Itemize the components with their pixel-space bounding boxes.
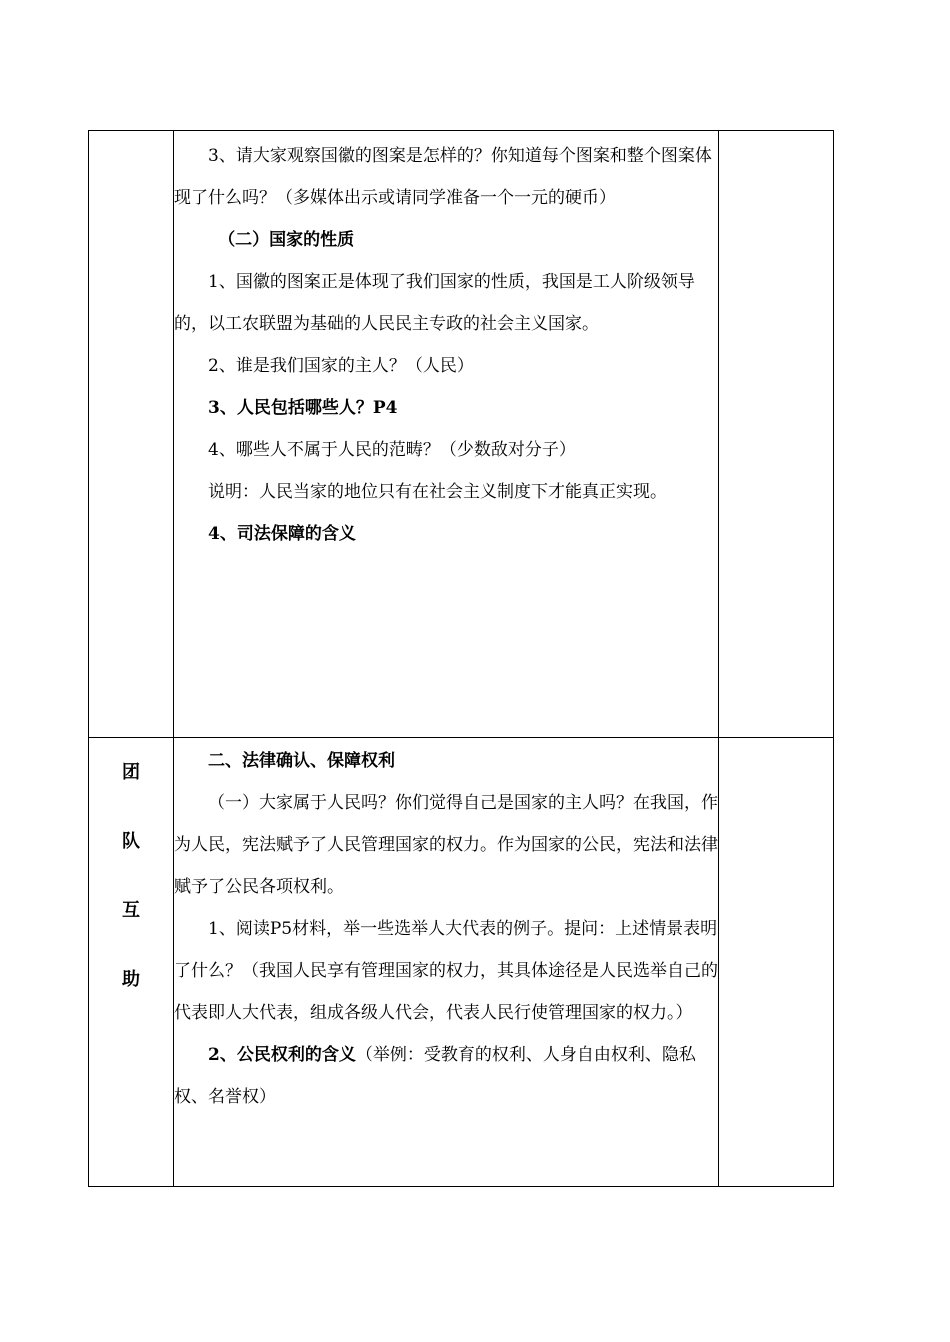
content-cell	[174, 131, 719, 738]
paragraph-people-rights: （一）大家属于人民吗？你们觉得自己是国家的主人吗？在我国，作为人民，宪法赋予了人民管理国家的权力。作为国家的公民，宪法和法律赋予了公民各项权利。	[174, 793, 718, 897]
notes-cell	[719, 131, 834, 738]
citizen-rights-heading: 2、公民权利的含义	[208, 1045, 356, 1065]
section-heading: 二、法律确认、保障权利	[208, 751, 395, 771]
table-row	[89, 738, 834, 1187]
paragraph-masters: 2、谁是我们国家的主人？（人民）	[208, 356, 474, 376]
citizen-rights-examples: （举例：受教育的权利、人身自由权利、隐私权、名誉权）	[174, 1045, 696, 1107]
paragraph-nature: 1、国徽的图案正是体现了我们国家的性质，我国是工人阶级领导的，以工农联盟为基础的人民民主专政的社会主义国家。	[174, 272, 695, 334]
lesson-plan-table	[88, 130, 834, 1187]
paragraph-citizen-rights	[174, 1034, 718, 1118]
label-char: 队	[122, 831, 140, 852]
paragraph-reading-p5: 1、阅读P5材料，举一些选举人大代表的例子。提问：上述情景表明了什么？（我国人民享有管理国家的权力，其具体途径是人民选举自己的代表即人大代表，组成各级人代会，代表人民行使管理国家的权力。）	[174, 919, 718, 1023]
paragraph-explanation: 说明：人民当家的地位只有在社会主义制度下才能真正实现。	[208, 482, 667, 502]
label-cell	[89, 738, 174, 1187]
content-cell	[174, 738, 719, 1187]
paragraph-who-are-people: 3、人民包括哪些人？P4	[208, 398, 398, 418]
paragraph-judicial-guarantee: 4、司法保障的含义	[208, 524, 356, 544]
label-cell	[89, 131, 174, 738]
paragraph-not-people: 4、哪些人不属于人民的范畴？（少数敌对分子）	[208, 440, 576, 460]
label-char: 互	[122, 900, 140, 921]
table-row	[89, 131, 834, 738]
label-char: 团	[122, 762, 140, 783]
subheading-nature-of-state: （二）国家的性质	[218, 230, 355, 250]
label-char: 助	[122, 969, 140, 990]
notes-cell	[719, 738, 834, 1187]
section-label	[89, 738, 173, 1014]
paragraph-emblem-question: 3、请大家观察国徽的图案是怎样的？你知道每个图案和整个图案体现了什么吗？（多媒体出示或请同学准备一个一元的硬币）	[174, 146, 712, 208]
